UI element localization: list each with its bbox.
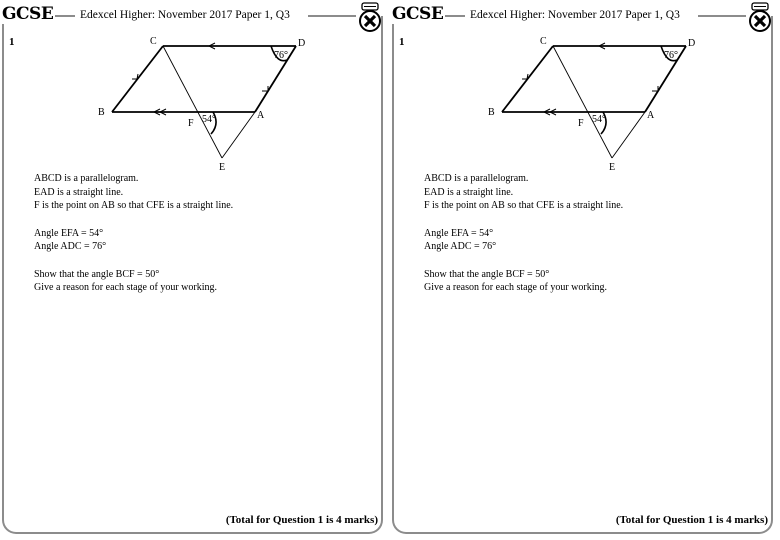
total-marks: (Total for Question 1 is 4 marks) xyxy=(225,514,378,526)
statement-line: ABCD is a parallelogram. xyxy=(424,173,529,184)
vertex-label-f: F xyxy=(188,118,194,129)
given-angle: Angle EFA = 54° xyxy=(424,227,494,239)
angle-label-efa: 54° xyxy=(592,114,606,125)
gcse-logo: GCSE xyxy=(2,4,54,24)
vertex-label-b: B xyxy=(98,107,105,118)
header-rule xyxy=(53,15,75,17)
vertex-label-d: D xyxy=(688,38,696,49)
statement-line: EAD is a straight line. xyxy=(34,186,124,198)
question-text xyxy=(424,172,754,295)
vertex-label-d: D xyxy=(298,38,306,49)
direction-arrow-bc xyxy=(132,74,138,79)
total-marks: (Total for Question 1 is 4 marks) xyxy=(615,514,768,526)
statement-line: EAD is a straight line. xyxy=(424,186,514,198)
header-rule xyxy=(308,15,356,17)
header-rule xyxy=(698,15,746,17)
question-number: 1 xyxy=(399,36,405,48)
vertex-label-a: A xyxy=(647,110,655,121)
task-line: Give a reason for each stage of your working. xyxy=(424,282,607,293)
angle-label-adc: 76° xyxy=(664,50,678,61)
given-angle: Angle ADC = 76° xyxy=(424,241,497,252)
given-angle: Angle EFA = 54° xyxy=(34,227,104,239)
vertex-label-e: E xyxy=(609,162,616,173)
paper-title: Edexcel Higher: November 2017 Paper 1, Q3 xyxy=(80,9,290,21)
worksheet-page-left xyxy=(0,0,386,540)
statement-line: F is the point on AB so that CFE is a straight line. xyxy=(424,200,624,211)
given-angle: Angle ADC = 76° xyxy=(34,241,107,252)
gcse-logo: GCSE xyxy=(392,4,444,24)
vertex-label-c: C xyxy=(150,36,157,47)
direction-arrow-bc xyxy=(522,74,528,79)
angle-label-efa: 54° xyxy=(202,114,216,125)
parallelogram-diagram xyxy=(0,30,386,180)
line-ae xyxy=(222,112,255,158)
header-rule xyxy=(443,15,465,17)
line-ae xyxy=(612,112,645,158)
line-cfe xyxy=(163,46,222,158)
task-line: Show that the angle BCF = 50° xyxy=(424,268,550,280)
vertex-label-b: B xyxy=(488,107,495,118)
direction-arrow-ad xyxy=(652,86,658,91)
statement-line: ABCD is a parallelogram. xyxy=(34,173,139,184)
line-cfe xyxy=(553,46,612,158)
question-number: 1 xyxy=(9,36,15,48)
statement-line: F is the point on AB so that CFE is a straight line. xyxy=(34,200,234,211)
parallelogram-diagram xyxy=(390,30,776,180)
question-text xyxy=(34,172,364,295)
task-line: Show that the angle BCF = 50° xyxy=(34,268,160,280)
vertex-label-a: A xyxy=(257,110,265,121)
paper-title: Edexcel Higher: November 2017 Paper 1, Q3 xyxy=(470,9,680,21)
angle-label-adc: 76° xyxy=(274,50,288,61)
vertex-label-c: C xyxy=(540,36,547,47)
vertex-label-f: F xyxy=(578,118,584,129)
worksheet-page-right xyxy=(390,0,776,540)
direction-arrow-ad xyxy=(262,86,268,91)
vertex-label-e: E xyxy=(219,162,226,173)
task-line: Give a reason for each stage of your working. xyxy=(34,282,217,293)
